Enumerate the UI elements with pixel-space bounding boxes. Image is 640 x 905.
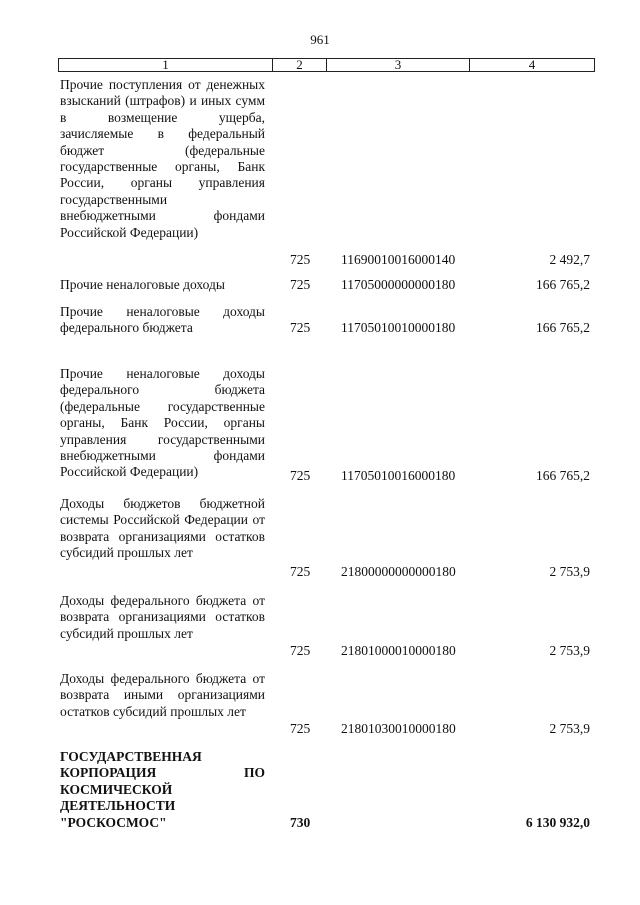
row-description: Прочие неналоговые доходы федерального бюджета (федеральные государственные органы, Банк России, органы управления государственными внебюджетными фондами Российской Федерации) [60, 366, 265, 480]
row-classification-code: 21801030010000180 [341, 720, 456, 736]
row-description: Прочие неналоговые доходы федерального бюджета [60, 304, 265, 336]
row-chapter-code: 725 [290, 720, 311, 736]
row-amount: 2 753,9 [549, 563, 590, 579]
row-chapter-code: 725 [290, 276, 311, 292]
table-row [60, 77, 590, 268]
header-col-3: 3 [327, 59, 470, 71]
table-row [60, 496, 590, 580]
table-row [60, 366, 590, 484]
row-amount: 166 765,2 [536, 467, 590, 483]
row-classification-code: 21801000010000180 [341, 642, 456, 658]
row-chapter-code: 725 [290, 319, 311, 335]
header-col-1: 1 [59, 59, 273, 71]
row-classification-code: 11690010016000140 [341, 251, 456, 267]
header-col-4: 4 [528, 57, 536, 72]
row-amount: 2 753,9 [549, 720, 590, 736]
page-number: 961 [310, 32, 330, 47]
row-amount: 166 765,2 [536, 276, 590, 292]
row-chapter-code: 730 [290, 814, 311, 830]
row-classification-code: 11705000000000180 [341, 276, 456, 292]
table-row [60, 304, 590, 336]
row-description: Доходы федерального бюджета от возврата организациями остатков субсидий прошлых лет [60, 593, 265, 641]
row-description: Доходы бюджетов бюджетной системы Российской Федерации от возврата организациями остатков субсидий прошлых лет [60, 496, 265, 561]
row-classification-code: 21800000000000180 [341, 563, 456, 579]
header-col-2: 2 [273, 59, 327, 71]
row-description: Прочие поступления от денежных взысканий (штрафов) и иных сумм в возмещение ущерба, зачисляемые в федеральный бюджет (федеральные государственные органы, Банк России, органы управления государственными внебюджетными фондами Российской Федерации) [60, 77, 265, 240]
row-amount: 2 753,9 [549, 642, 590, 658]
row-description: Доходы федерального бюджета от возврата иными организациями остатков субсидий прошлых лет [60, 671, 265, 719]
row-classification-code: 11705010016000180 [341, 467, 456, 483]
row-description: ГОСУДАРСТВЕННАЯ КОРПОРАЦИЯ ПО КОСМИЧЕСКОЙ ДЕЯТЕЛЬНОСТИ "РОСКОСМОС" [60, 749, 265, 830]
row-chapter-code: 725 [290, 251, 311, 267]
row-chapter-code: 725 [290, 467, 311, 483]
row-description: Прочие неналоговые доходы [60, 277, 225, 292]
table-row [60, 277, 590, 293]
table-row-total [60, 749, 590, 831]
row-amount: 166 765,2 [536, 319, 590, 335]
row-amount: 2 492,7 [549, 251, 590, 267]
row-chapter-code: 725 [290, 642, 311, 658]
table-header [58, 58, 595, 72]
row-amount: 6 130 932,0 [525, 814, 590, 830]
row-classification-code: 11705010010000180 [341, 319, 456, 335]
row-chapter-code: 725 [290, 563, 311, 579]
table-row [60, 671, 590, 737]
table-row [60, 593, 590, 659]
